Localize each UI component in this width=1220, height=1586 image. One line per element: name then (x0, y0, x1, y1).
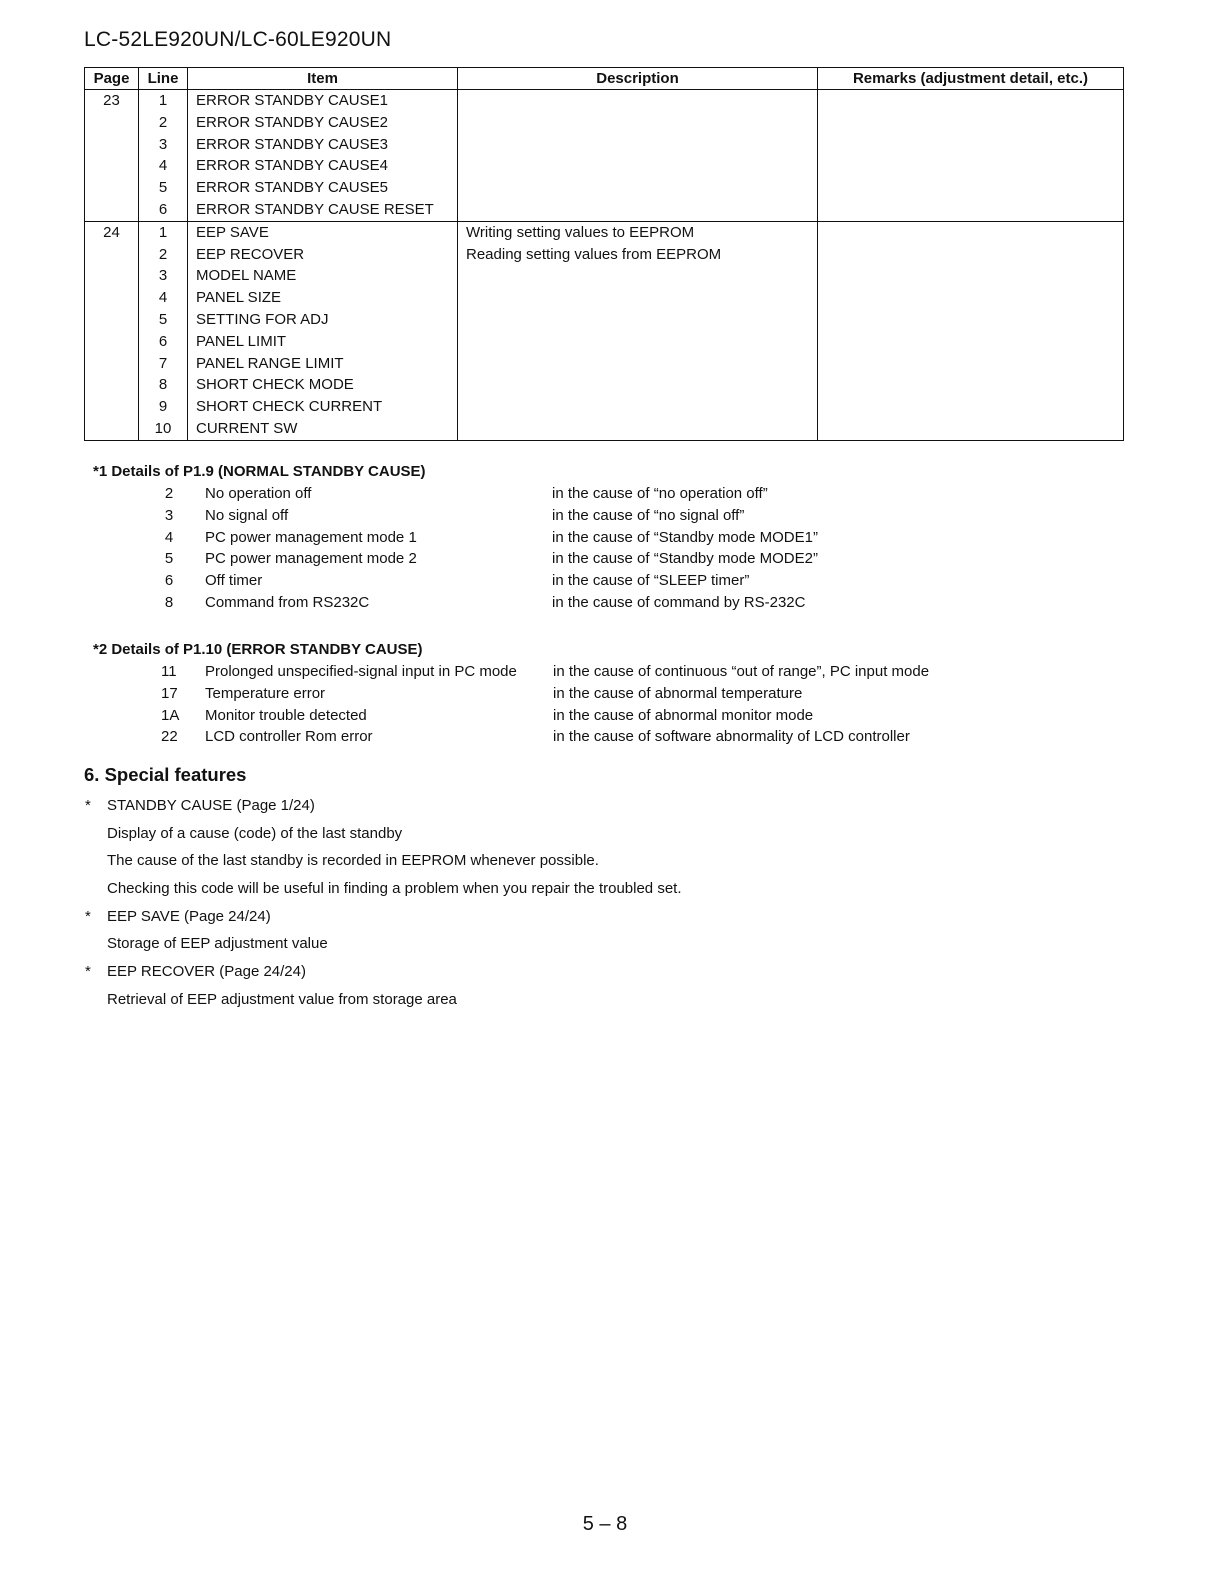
detail-name: Off timer (205, 572, 263, 590)
detail-code: 2 (164, 485, 174, 502)
table-row (85, 265, 1124, 287)
cell-remarks (818, 287, 1124, 309)
detail-name: No signal off (205, 506, 289, 524)
details-normal-standby-list (93, 483, 818, 614)
detail-name: Monitor trouble detected (205, 706, 367, 724)
page-number: 5 – 8 (582, 1513, 628, 1535)
feature-text: Retrieval of EEP adjustment value from storage area (107, 990, 457, 1008)
cell-description (458, 177, 818, 199)
detail-name: Command from RS232C (205, 593, 370, 611)
cell-item: SETTING FOR ADJ (188, 309, 458, 331)
col-header-remarks: Remarks (adjustment detail, etc.) (818, 68, 1124, 90)
detail-name: PC power management mode 2 (205, 550, 417, 568)
feature-text: EEP RECOVER (Page 24/24) (107, 963, 306, 981)
detail-code: 4 (164, 528, 174, 546)
detail-row (93, 705, 814, 727)
cell-remarks (818, 199, 1124, 221)
cell-description (458, 396, 818, 418)
cell-line: 6 (139, 199, 188, 221)
cell-remarks (818, 353, 1124, 375)
table-row (85, 177, 1124, 199)
cell-line: 2 (139, 244, 188, 266)
cell-page (85, 265, 139, 287)
cell-description: Writing setting values to EEPROM (458, 221, 818, 243)
cell-description (458, 112, 818, 134)
cell-line: 3 (139, 265, 188, 287)
cell-remarks (818, 244, 1124, 266)
cell-description (458, 199, 818, 221)
details-error-standby-title: *2 Details of P1.10 (ERROR STANDBY CAUSE) (93, 641, 423, 658)
cell-description (458, 134, 818, 156)
table-row (85, 90, 1124, 112)
table-row (85, 244, 1124, 266)
cell-item: EEP RECOVER (188, 244, 458, 266)
detail-description: in the cause of “SLEEP timer” (552, 572, 750, 590)
cell-remarks (818, 134, 1124, 156)
cell-line: 6 (139, 331, 188, 353)
cell-item: SHORT CHECK CURRENT (188, 396, 458, 418)
feature-bullet: * (85, 797, 91, 814)
document-header-model: LC-52LE920UN/LC-60LE920UN (84, 28, 392, 51)
cell-line: 1 (139, 221, 188, 243)
detail-name: Prolonged unspecified-signal input in PC mode (205, 663, 517, 680)
detail-description: in the cause of abnormal temperature (553, 684, 803, 702)
cell-item: ERROR STANDBY CAUSE4 (188, 155, 458, 177)
cell-item: ERROR STANDBY CAUSE RESET (188, 199, 458, 221)
detail-name: LCD controller Rom error (205, 728, 373, 746)
cell-item: EEP SAVE (188, 221, 458, 243)
table-row (85, 418, 1124, 440)
detail-row (93, 483, 768, 505)
feature-bullet: * (85, 963, 91, 981)
cell-item: PANEL RANGE LIMIT (188, 353, 458, 375)
cell-line: 1 (139, 90, 188, 112)
cell-remarks (818, 418, 1124, 440)
feature-text: The cause of the last standby is recorded in EEPROM whenever possible. (107, 852, 599, 870)
cell-description (458, 309, 818, 331)
cell-page: 24 (85, 221, 139, 243)
detail-name: Temperature error (205, 684, 326, 702)
cell-remarks (818, 221, 1124, 243)
cell-page (85, 374, 139, 396)
feature-bullet: * (85, 907, 91, 925)
cell-line: 5 (139, 177, 188, 199)
cell-remarks (818, 155, 1124, 177)
col-header-description: Description (458, 68, 818, 90)
table-header-row (85, 68, 1124, 90)
feature-text: EEP SAVE (Page 24/24) (107, 907, 271, 925)
detail-row (93, 726, 910, 748)
detail-code: 5 (164, 550, 174, 568)
cell-description (458, 353, 818, 375)
cell-item: ERROR STANDBY CAUSE2 (188, 112, 458, 134)
cell-description (458, 418, 818, 440)
detail-row (93, 592, 806, 614)
cell-description (458, 287, 818, 309)
cell-item: SHORT CHECK MODE (188, 374, 458, 396)
table-row (85, 309, 1124, 331)
cell-line: 2 (139, 112, 188, 134)
detail-code: 11 (161, 663, 177, 680)
detail-code: 8 (164, 593, 174, 611)
table-row (85, 112, 1124, 134)
cell-line: 3 (139, 134, 188, 156)
cell-item: CURRENT SW (188, 418, 458, 440)
cell-page (85, 353, 139, 375)
special-features-heading: 6. Special features (84, 764, 247, 785)
cell-page (85, 134, 139, 156)
detail-code: 6 (164, 572, 174, 590)
cell-item: PANEL SIZE (188, 287, 458, 309)
cell-line: 4 (139, 287, 188, 309)
detail-row (93, 683, 803, 705)
detail-code: 17 (161, 684, 178, 702)
detail-name: No operation off (205, 485, 312, 502)
cell-remarks (818, 396, 1124, 418)
cell-remarks (818, 90, 1124, 112)
cell-page (85, 199, 139, 221)
cell-remarks (818, 309, 1124, 331)
detail-row (93, 505, 745, 527)
cell-item: ERROR STANDBY CAUSE5 (188, 177, 458, 199)
cell-remarks (818, 112, 1124, 134)
table-row (85, 287, 1124, 309)
cell-line: 9 (139, 396, 188, 418)
detail-description: in the cause of abnormal monitor mode (553, 706, 814, 724)
detail-name: PC power management mode 1 (205, 528, 417, 546)
table-row (85, 331, 1124, 353)
cell-line: 4 (139, 155, 188, 177)
cell-item: PANEL LIMIT (188, 331, 458, 353)
table-row (85, 221, 1124, 243)
table-row (85, 199, 1124, 221)
cell-page: 23 (85, 90, 139, 112)
cell-remarks (818, 374, 1124, 396)
cell-page (85, 396, 139, 418)
detail-description: in the cause of “no operation off” (552, 485, 768, 502)
details-error-standby (93, 639, 930, 748)
detail-description: in the cause of continuous “out of range”, PC input mode (553, 663, 930, 680)
detail-row (93, 527, 818, 549)
table-row (85, 396, 1124, 418)
col-header-page: Page (85, 68, 139, 90)
cell-remarks (818, 265, 1124, 287)
cell-page (85, 331, 139, 353)
detail-row (93, 548, 818, 570)
cell-page (85, 244, 139, 266)
table-row (85, 374, 1124, 396)
detail-code: 1A (161, 706, 180, 724)
cell-item: ERROR STANDBY CAUSE1 (188, 90, 458, 112)
cell-item: MODEL NAME (188, 265, 458, 287)
detail-description: in the cause of “Standby mode MODE2” (552, 550, 818, 568)
cell-line: 7 (139, 353, 188, 375)
details-normal-standby-title: *1 Details of P1.9 (NORMAL STANDBY CAUSE) (93, 463, 426, 480)
feature-text: Display of a cause (code) of the last standby (107, 824, 403, 842)
cell-remarks (818, 177, 1124, 199)
detail-code: 3 (164, 506, 174, 524)
detail-description: in the cause of “Standby mode MODE1” (552, 528, 818, 546)
cell-description (458, 331, 818, 353)
cell-page (85, 112, 139, 134)
table-row (85, 155, 1124, 177)
cell-page (85, 418, 139, 440)
feature-text: Storage of EEP adjustment value (107, 935, 328, 953)
feature-text: Checking this code will be useful in finding a problem when you repair the troubled set. (107, 880, 682, 898)
details-normal-standby (93, 461, 818, 614)
feature-text: STANDBY CAUSE (Page 1/24) (107, 797, 315, 814)
cell-description (458, 265, 818, 287)
cell-line: 8 (139, 374, 188, 396)
cell-description (458, 374, 818, 396)
cell-line: 5 (139, 309, 188, 331)
detail-row (93, 661, 930, 683)
col-header-line: Line (139, 68, 188, 90)
detail-description: in the cause of “no signal off” (552, 506, 745, 524)
cell-page (85, 155, 139, 177)
table-row (85, 134, 1124, 156)
detail-description: in the cause of command by RS-232C (552, 593, 806, 611)
cell-page (85, 177, 139, 199)
cell-item: ERROR STANDBY CAUSE3 (188, 134, 458, 156)
adjustment-table (84, 67, 1124, 441)
cell-page (85, 309, 139, 331)
table-row (85, 353, 1124, 375)
table-body (85, 90, 1124, 441)
cell-line: 10 (139, 418, 188, 440)
cell-description (458, 155, 818, 177)
detail-description: in the cause of software abnormality of LCD controller (553, 728, 910, 746)
col-header-item: Item (188, 68, 458, 90)
cell-remarks (818, 331, 1124, 353)
cell-description (458, 90, 818, 112)
detail-row (93, 570, 750, 592)
cell-page (85, 287, 139, 309)
detail-code: 22 (161, 728, 178, 746)
details-error-standby-list (93, 661, 930, 748)
cell-description: Reading setting values from EEPROM (458, 244, 818, 266)
